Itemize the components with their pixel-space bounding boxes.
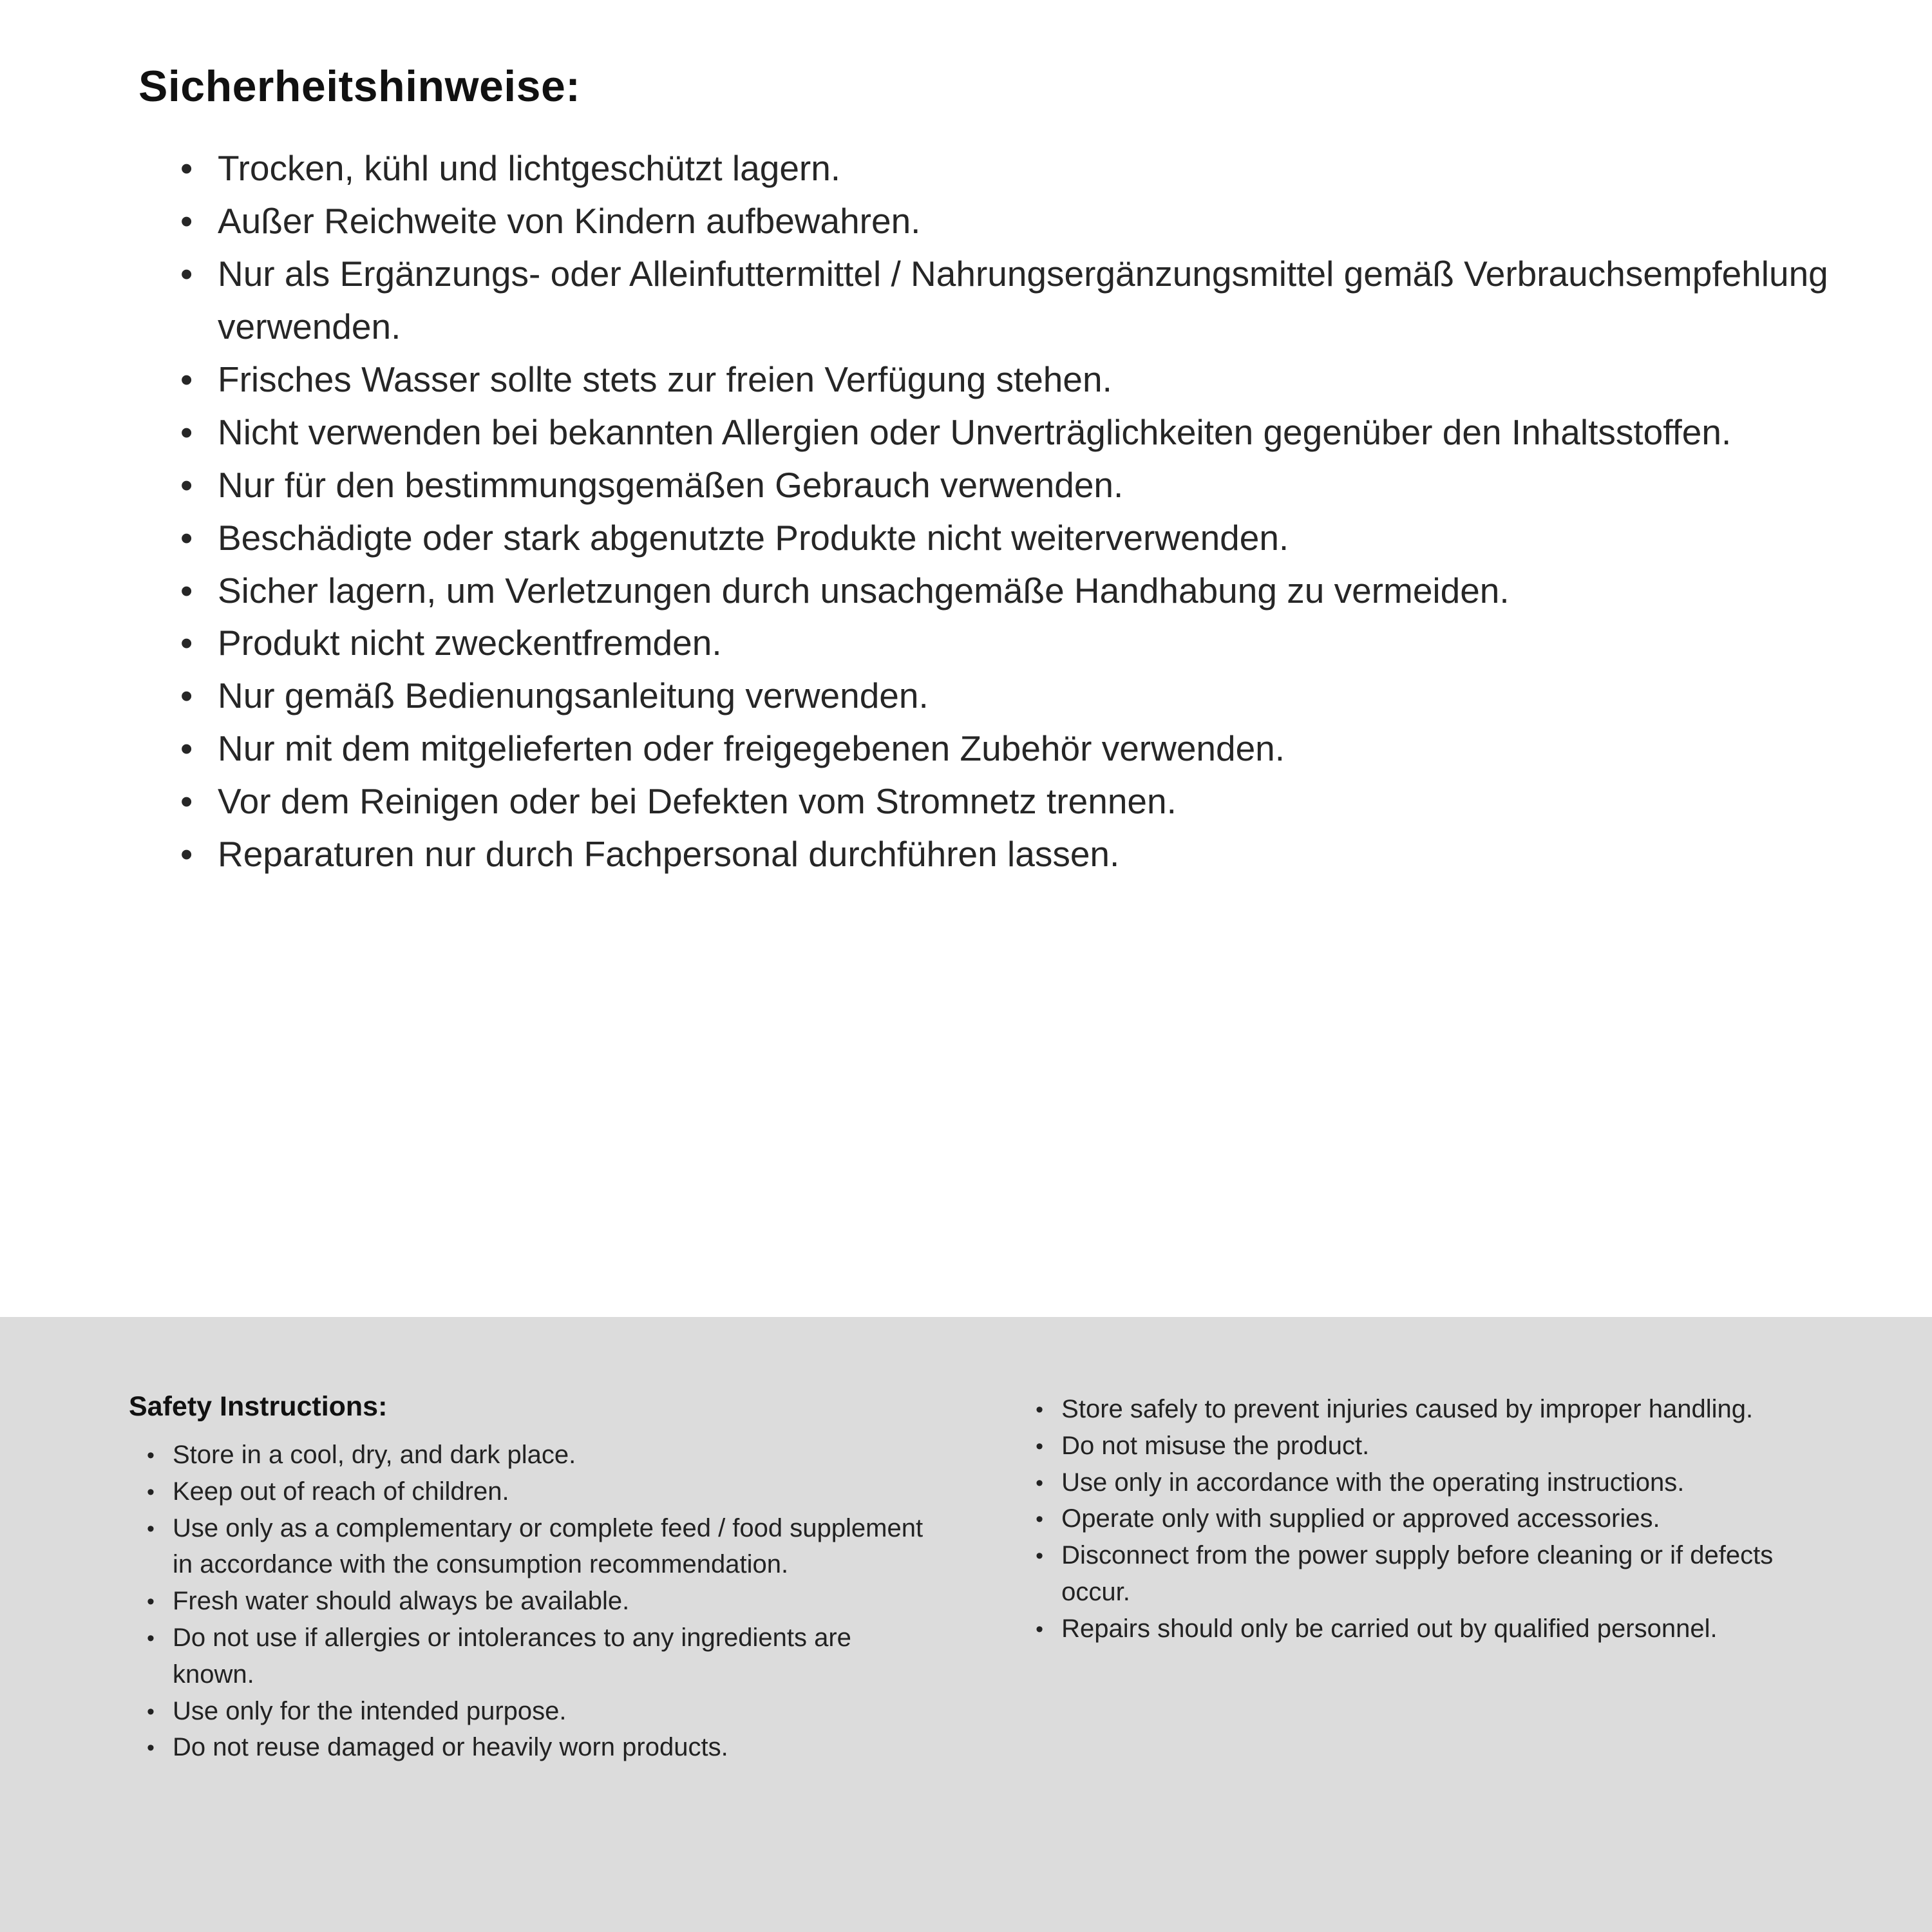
list-item: • Reparaturen nur durch Fachpersonal durchführen lassen. xyxy=(180,828,1855,881)
list-item: • Store safely to prevent injuries caused by improper handling. xyxy=(1036,1391,1810,1428)
list-item: • Sicher lagern, um Verletzungen durch unsachgemäße Handhabung zu vermeiden. xyxy=(180,565,1855,618)
list-item: • Repairs should only be carried out by qualified personnel. xyxy=(1036,1611,1810,1647)
list-item: • Use only for the intended purpose. xyxy=(147,1693,939,1730)
list-item: • Disconnect from the power supply before cleaning or if defects occur. xyxy=(1036,1537,1810,1611)
english-left-column xyxy=(129,1391,939,1932)
list-item: • Operate only with supplied or approved accessories. xyxy=(1036,1501,1810,1537)
german-safety-list xyxy=(138,142,1855,881)
list-item: • Frisches Wasser sollte stets zur freien Verfügung stehen. xyxy=(180,354,1855,406)
list-item: • Do not use if allergies or intolerances to any ingredients are known. xyxy=(147,1620,939,1693)
list-item: • Beschädigte oder stark abgenutzte Produkte nicht weiterverwenden. xyxy=(180,512,1855,565)
english-right-column xyxy=(1036,1391,1810,1932)
list-item: • Nur für den bestimmungsgemäßen Gebrauch verwenden. xyxy=(180,459,1855,512)
list-item: • Use only as a complementary or complete feed / food supplement in accordance with the consumption recommendation. xyxy=(147,1510,939,1584)
list-item: • Nicht verwenden bei bekannten Allergien oder Unverträglichkeiten gegenüber den Inhaltsstoffen. xyxy=(180,406,1855,459)
list-item: • Nur als Ergänzungs- oder Alleinfuttermittel / Nahrungsergänzungsmittel gemäß Verbrauchsempfehlung verwenden. xyxy=(180,248,1855,354)
english-safety-section xyxy=(0,1317,1932,1932)
list-item: • Do not misuse the product. xyxy=(1036,1428,1810,1464)
list-item: • Keep out of reach of children. xyxy=(147,1473,939,1510)
list-item: • Nur mit dem mitgelieferten oder freigegebenen Zubehör verwenden. xyxy=(180,723,1855,775)
english-safety-list-right xyxy=(1036,1391,1810,1647)
list-item: • Use only in accordance with the operating instructions. xyxy=(1036,1464,1810,1501)
list-item: • Trocken, kühl und lichtgeschützt lagern. xyxy=(180,142,1855,195)
german-section-title: Sicherheitshinweise: xyxy=(138,62,581,111)
list-item: • Produkt nicht zweckentfremden. xyxy=(180,617,1855,670)
list-item: • Vor dem Reinigen oder bei Defekten vom Stromnetz trennen. xyxy=(180,775,1855,828)
list-item: • Fresh water should always be available. xyxy=(147,1583,939,1620)
english-section-title: Safety Instructions: xyxy=(129,1391,388,1422)
list-item: • Do not reuse damaged or heavily worn products. xyxy=(147,1729,939,1766)
english-safety-list-left xyxy=(129,1437,939,1766)
list-item: • Außer Reichweite von Kindern aufbewahren. xyxy=(180,195,1855,248)
list-item: • Store in a cool, dry, and dark place. xyxy=(147,1437,939,1473)
list-item: • Nur gemäß Bedienungsanleitung verwenden. xyxy=(180,670,1855,723)
